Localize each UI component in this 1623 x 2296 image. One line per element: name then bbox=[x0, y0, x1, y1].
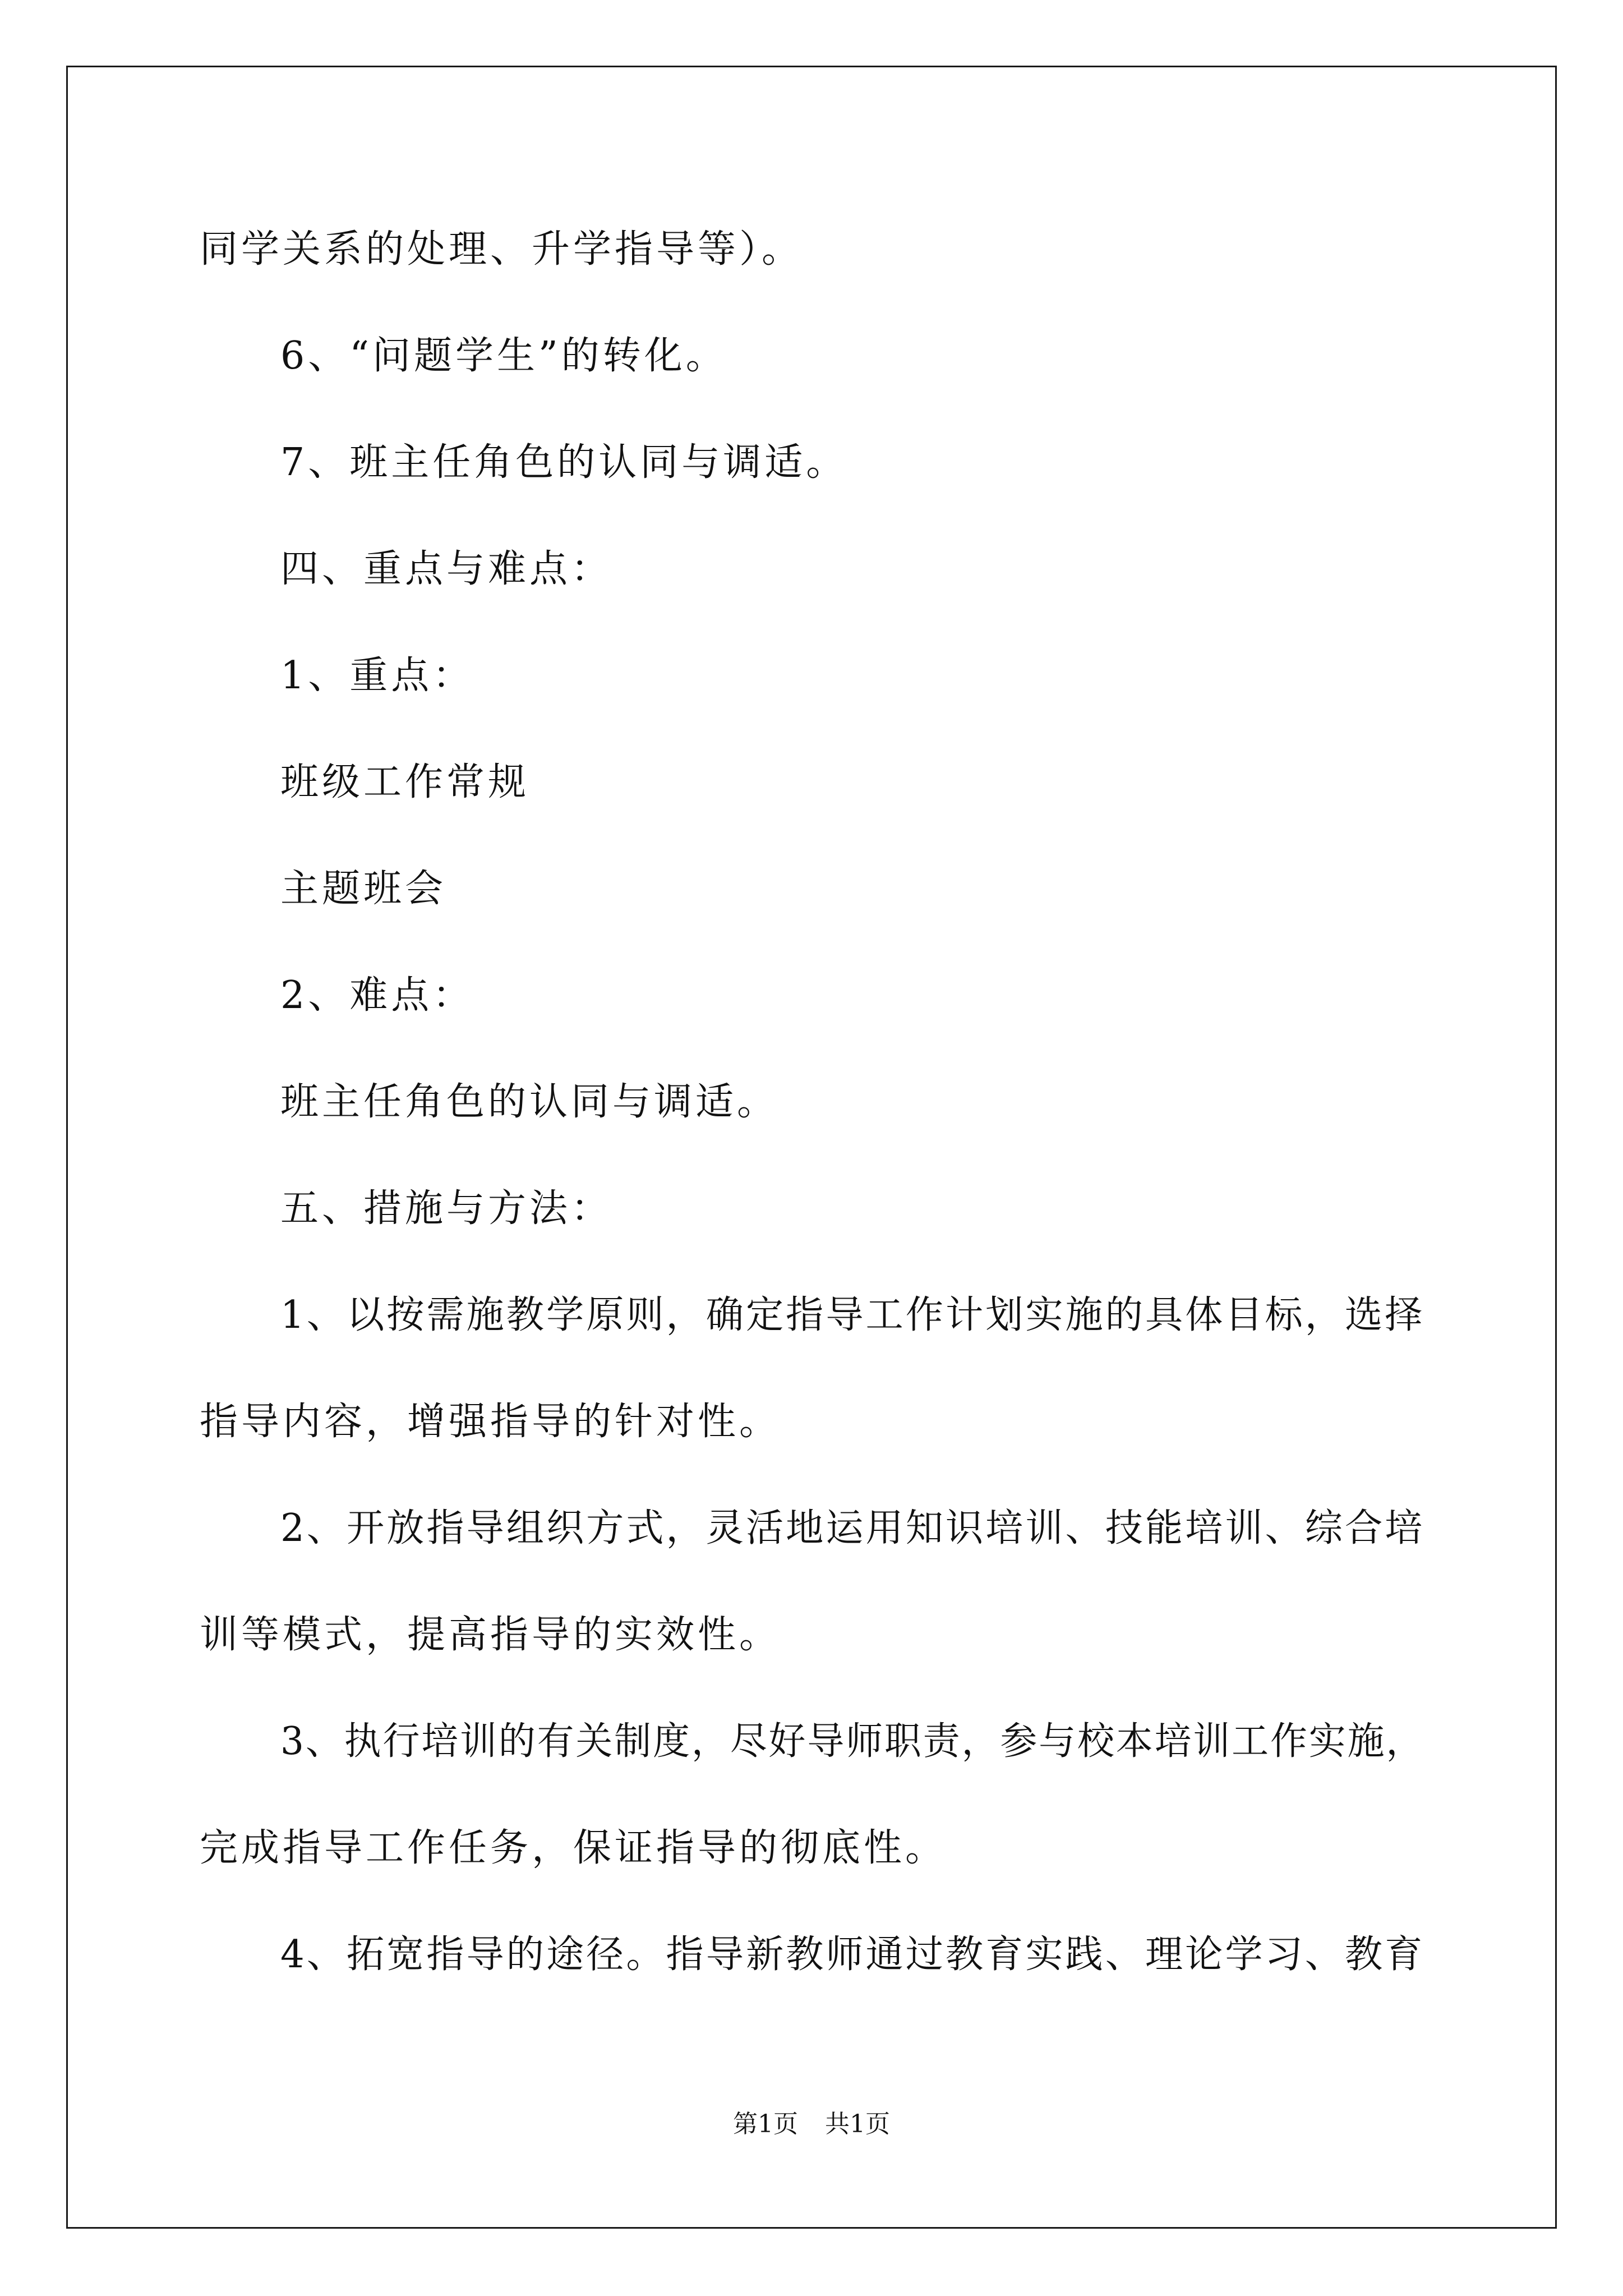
text-line: 指导内容，增强指导的针对性。 bbox=[200, 1400, 781, 1444]
text-line: 2、开放指导组织方式，灵活地运用知识培训、技能培训、综合培 bbox=[280, 1506, 1425, 1550]
text-line: 1、重点： bbox=[280, 654, 474, 698]
text-line: 训等模式，提高指导的实效性。 bbox=[200, 1613, 781, 1657]
page-footer bbox=[0, 2108, 1623, 2141]
text-line: 4、拓宽指导的途径。指导新教师通过教育实践、理论学习、教育 bbox=[280, 1932, 1425, 1977]
text-line: 7、班主任角色的认同与调适。 bbox=[280, 440, 848, 485]
section-heading: 五、措施与方法： bbox=[280, 1186, 613, 1231]
page-total: 共1页 bbox=[825, 2110, 890, 2138]
page-border bbox=[66, 66, 1557, 2229]
text-line: 同学关系的处理、升学指导等）。 bbox=[200, 227, 804, 272]
text-line: 主题班会 bbox=[280, 867, 447, 911]
text-line: 完成指导工作任务，保证指导的彻底性。 bbox=[200, 1826, 947, 1870]
text-line: 3、执行培训的有关制度，尽好导师职责，参与校本培训工作实施， bbox=[280, 1719, 1425, 1764]
section-heading: 四、重点与难点： bbox=[280, 547, 613, 591]
text-line: 6、“问题学生”的转化。 bbox=[280, 334, 727, 378]
text-line: 班主任角色的认同与调适。 bbox=[280, 1080, 779, 1124]
text-line: 1、以按需施教学原则，确定指导工作计划实施的具体目标，选择 bbox=[280, 1293, 1425, 1337]
text-line: 2、难点： bbox=[280, 973, 474, 1018]
page-number: 第1页 bbox=[733, 2110, 798, 2138]
text-line: 班级工作常规 bbox=[280, 760, 530, 804]
